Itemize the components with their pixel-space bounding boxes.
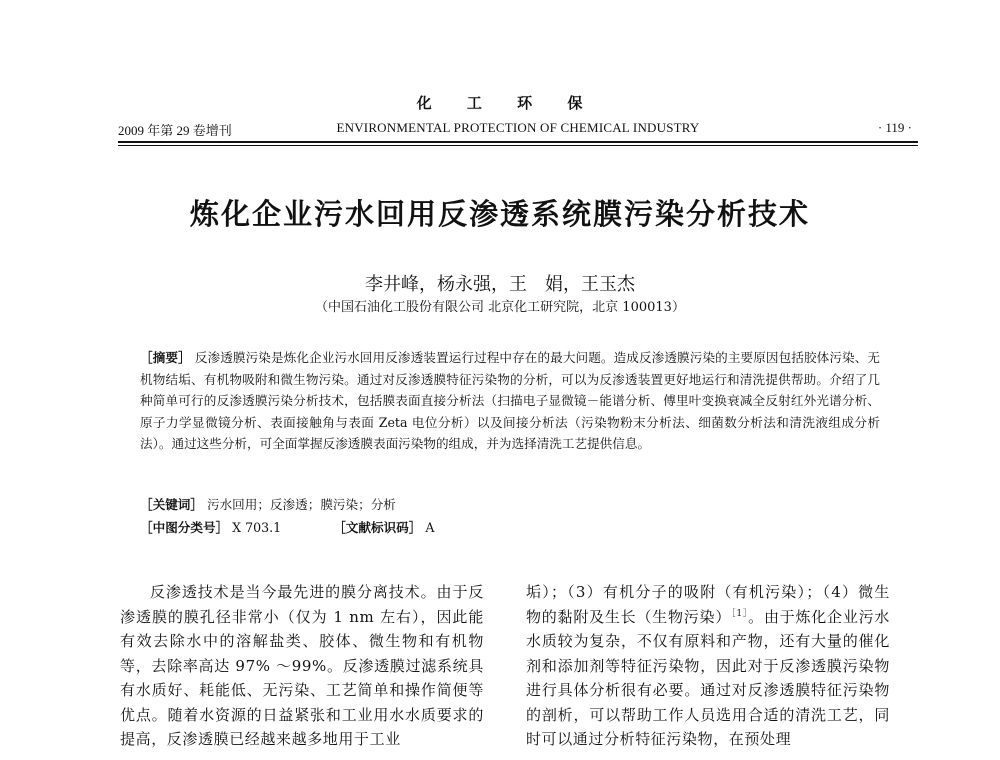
article-title: 炼化企业污水回用反渗透系统膜污染分析技术 bbox=[189, 197, 810, 231]
affiliation: （中国石油化工股份有限公司 北京化工研究院，北京 100013） bbox=[315, 300, 685, 315]
journal-char: 化 bbox=[416, 94, 433, 112]
journal-char: 工 bbox=[466, 94, 483, 112]
keywords-text: 污水回用；反渗透；膜污染；分析 bbox=[202, 497, 396, 512]
header-rule-thick bbox=[118, 141, 918, 143]
keywords-label: ［关键词］ bbox=[140, 497, 203, 512]
body-column-left: 反渗透技术是当今最先进的膜分离技术。由于反渗透膜的膜孔径非常小（仅为 1 nm 左右），因此能有效去除水中的溶解盐类、胶体、微生物和有机物等，去除率高达 97% ～99%。反渗透膜过滤系统具有水质好、耗能低、无污染、工艺简单和操作简便等优点。随着水资源的日益紧张和工业用水水质要求的提高，反渗透膜已经越来越多地用于工业 bbox=[120, 583, 484, 748]
header-rule-thin bbox=[118, 145, 918, 146]
doc-code-value: A bbox=[421, 520, 435, 535]
running-header bbox=[118, 120, 918, 138]
abstract-label: ［摘要］ bbox=[140, 350, 191, 365]
body-right-text: 垢）；（3）有机分子的吸附（有机污染）；（4）微生物的黏附及生长（生物污染） bbox=[526, 583, 890, 626]
issue-info: 2009 年第 29 卷增刊 bbox=[118, 123, 232, 138]
journal-name-en: ENVIRONMENTAL PROTECTION OF CHEMICAL INDUSTRY bbox=[336, 120, 700, 135]
body-column-right bbox=[526, 580, 890, 752]
journal-char: 环 bbox=[517, 94, 534, 112]
reference-marker[interactable]: ［1］ bbox=[731, 608, 749, 619]
clc-label: ［中图分类号］ bbox=[140, 520, 229, 535]
doc-code-label: ［文献标识码］ bbox=[333, 520, 422, 535]
classification bbox=[140, 517, 434, 536]
journal-name-zh bbox=[0, 92, 1000, 113]
abstract bbox=[140, 347, 880, 455]
keywords bbox=[140, 494, 396, 513]
page-number: · 119 · bbox=[877, 120, 912, 135]
abstract-text: 反渗透膜污染是炼化企业污水回用反渗透装置运行过程中存在的最大问题。造成反渗透膜污染的主要原因包括胶体污染、无机物结垢、有机物吸附和微生物污染。通过对反渗透膜特征污染物的分析，可以为反渗透装置更好地运行和清洗提供帮助。介绍了几种简单可行的反渗透膜污染分析技术，包括膜表面直接分析法（扫描电子显微镜－能谱分析、傅里叶变换衰减全反射红外光谱分析、原子力学显微镜分析、表面接触角与表面 Zeta 电位分析）以及间接分析法（污染物粉末分析法、细菌数分析法和清洗液组成分析法）。通过这些分析，可全面掌握反渗透膜表面污染物的组成，并为选择清洗工艺提供信息。 bbox=[140, 350, 880, 452]
clc-value: X 703.1 bbox=[228, 520, 282, 535]
journal-char: 保 bbox=[567, 94, 584, 112]
body-right-text: 。由于炼化企业污水水质较为复杂，不仅有原料和产物，还有大量的催化剂和添加剂等特征污染物，因此对于反渗透膜污染物进行具体分析很有必要。通过对反渗透膜特征污染物的剖析，可以帮助工作人员选用合适的清洗工艺，同时可以通过分析特征污染物，在预处理 bbox=[526, 607, 890, 748]
authors: 李井峰，杨永强，王 娟，王玉杰 bbox=[365, 274, 635, 295]
